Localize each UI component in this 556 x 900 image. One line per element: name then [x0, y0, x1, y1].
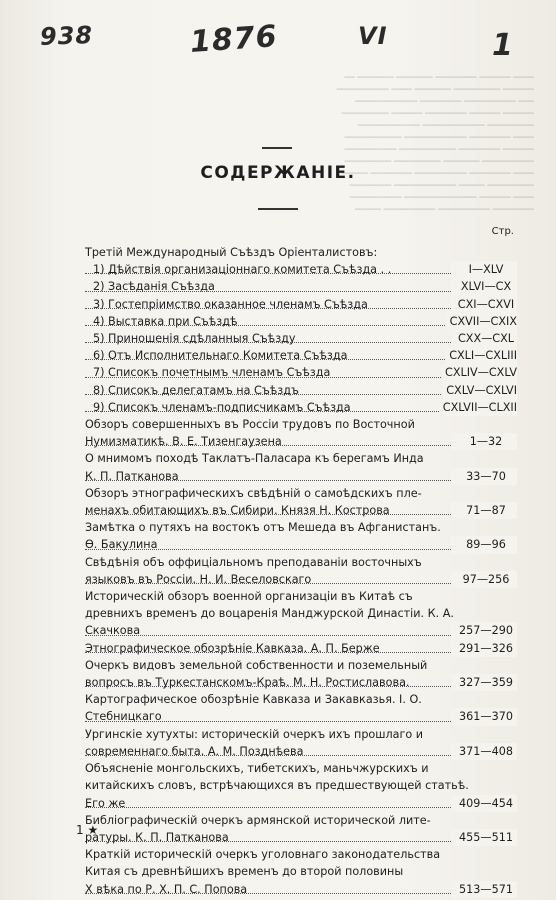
top-ornament-rule: [262, 147, 292, 149]
toc-entry-text: Ургинскіе хутухты: историческій очеркъ ихъ прошлаго и: [85, 727, 424, 741]
toc-entry-text: 2) Засѣданія Съѣзда: [93, 280, 215, 294]
toc-entry: [85, 399, 517, 416]
toc-entry: [85, 347, 517, 364]
toc-entry-text: Историческій обзоръ военной организаціи въ Китаѣ съ: [85, 590, 413, 604]
toc-entry-text: Скачкова: [85, 624, 141, 638]
toc-entry-pages: CXVII—CXIX: [446, 313, 517, 330]
signature-mark: 1 ★: [76, 823, 99, 837]
toc-entry-pages: 71—87: [451, 502, 517, 519]
toc-entry: [85, 244, 517, 261]
toc-entry-pages: 89—96: [451, 536, 517, 553]
toc-entry-text: китайскихъ словъ, встрѣчающихся въ предшествующей статьѣ.: [85, 779, 469, 793]
toc-entry-pages: 513—571: [451, 881, 517, 898]
toc-entry-pages: CXLIV—CXLV: [441, 364, 517, 381]
toc-entry-text: О мнимомъ походѣ Таклатъ-Паласара къ берегамъ Инда: [85, 452, 424, 466]
handwritten-number: 938: [39, 21, 94, 51]
toc-entry-line: [85, 795, 517, 812]
toc-entry: [85, 640, 517, 657]
toc-entry-line: [85, 536, 517, 553]
toc-entry-text: Нумизматикѣ. В. Е. Тизенгаузена: [85, 435, 282, 449]
toc-entry-line: [85, 485, 517, 502]
toc-entry-text: Обзоръ совершенныхъ въ Россіи трудовъ по Восточной: [85, 418, 415, 432]
toc-entry-pages: 327—359: [451, 674, 517, 691]
toc-entry-line: [85, 330, 517, 347]
toc-entry-text: современнаго быта. А. М. Позднѣева: [85, 744, 304, 758]
toc-entry-pages: CXLV—CXLVI: [442, 382, 517, 399]
toc-entry-text: Стебницкаго: [85, 710, 162, 724]
toc-entry-line: [85, 416, 517, 433]
toc-entry-line: [85, 450, 517, 467]
toc-entry-text: Свѣдѣнія объ оффиціальномъ преподаваніи восточныхъ: [85, 555, 422, 569]
toc-entry: [85, 382, 517, 399]
toc-entry-line: [85, 588, 517, 605]
toc-entry: [85, 726, 517, 760]
toc-entry: [85, 519, 517, 553]
toc-entry-pages: CXX—CXL: [451, 330, 517, 347]
toc-entry-line: [85, 605, 517, 622]
toc-entry-text: 9) Списокъ членамъ-подписчикамъ Съѣзда: [93, 400, 351, 414]
toc-entry-text: 4) Выставка при Съѣздѣ: [93, 314, 238, 328]
table-of-contents: [85, 244, 517, 898]
toc-entry: [85, 657, 517, 691]
page-title: СОДЕРЖАНІЕ.: [200, 163, 356, 183]
toc-entry-line: [85, 244, 517, 261]
toc-entry-line: [85, 691, 517, 708]
handwritten-year: 1876: [188, 18, 279, 61]
toc-entry-line: [85, 261, 517, 278]
toc-entry-line: [85, 382, 517, 399]
toc-entry-text: вопросъ въ Туркестанскомъ-Краѣ. М. Н. Ростиславова.: [85, 676, 410, 690]
toc-entry-text: Обзоръ этнографическихъ свѣдѣній о самоѣдскихъ пле-: [85, 486, 422, 500]
toc-entry-line: [85, 571, 517, 588]
toc-entry-text: Краткій историческій очеркъ уголовнаго законодательства: [85, 848, 441, 862]
toc-entry-line: [85, 554, 517, 571]
toc-entry-line: [85, 433, 517, 450]
toc-entry-line: [85, 812, 517, 829]
toc-entry-text: 5) Приношенія сдѣланныя Съѣзду: [93, 332, 296, 346]
title-underline: [258, 208, 298, 210]
toc-entry-pages: 455—511: [451, 829, 517, 846]
toc-entry-text: 8) Списокъ делегатамъ на Съѣздъ: [93, 383, 299, 397]
toc-entry-text: 7) Списокъ почетнымъ членамъ Съѣзда: [93, 366, 331, 380]
toc-entry-pages: 97—256: [451, 571, 517, 588]
toc-entry-line: [85, 846, 517, 863]
toc-entry-line: [85, 640, 517, 657]
handwritten-mark: 1: [492, 28, 514, 63]
toc-entry-line: [85, 829, 517, 846]
toc-entry-pages: CXI—CXVI: [451, 296, 517, 313]
toc-entry-line: [85, 502, 517, 519]
toc-entry-text: Очеркъ видовъ земельной собственности и поземельный: [85, 658, 428, 672]
toc-entry-line: [85, 881, 517, 898]
toc-entry-text: Третій Международный Съѣздъ Оріенталистовъ:: [85, 246, 378, 259]
toc-entry-text: 3) Гостепріимство оказанное членамъ Съѣзда: [93, 297, 368, 311]
page-column-header: Стр.: [491, 226, 514, 237]
toc-entry: [85, 278, 517, 295]
toc-entry: [85, 812, 517, 846]
toc-entry-line: [85, 657, 517, 674]
handwritten-volume: VI: [358, 22, 388, 50]
toc-entry-line: [85, 708, 517, 725]
toc-entry-text: Ѳ. Бакулина: [85, 538, 158, 552]
toc-entry-text: 1) Дѣйствія организаціоннаго комитета Съѣзда . .: [93, 263, 392, 277]
toc-entry: [85, 330, 517, 347]
toc-entry-text: Его же: [85, 796, 126, 810]
toc-entry: [85, 364, 517, 381]
toc-entry-text: Библіографическій очеркъ армянской исторической лите-: [85, 813, 431, 827]
toc-entry: [85, 313, 517, 330]
toc-entry-text: Х вѣка по Р. Х. П. С. Попова: [85, 882, 248, 896]
toc-entry-pages: 361—370: [451, 708, 517, 725]
toc-entry-pages: CXLI—CXLIII: [445, 347, 517, 364]
toc-entry-text: Картографическое обозрѣніе Кавказа и Закавказья. І. О.: [85, 693, 422, 707]
toc-entry: [85, 554, 517, 588]
toc-entry-text: Замѣтка о путяхъ на востокъ отъ Мешеда въ Афганистанъ.: [85, 521, 441, 535]
toc-entry: [85, 296, 517, 313]
toc-entry-line: [85, 760, 517, 777]
toc-entry-text: К. П. Патканова: [85, 469, 179, 483]
toc-entry-line: [85, 743, 517, 760]
toc-entry-line: [85, 313, 517, 330]
toc-entry-pages: 409—454: [451, 795, 517, 812]
toc-entry-pages: I—XLV: [451, 261, 517, 278]
toc-entry: [85, 846, 517, 898]
toc-entry-pages: CXLVII—CLXII: [439, 399, 517, 416]
toc-entry-line: [85, 863, 517, 880]
bleed-through-text: ━━━━ ━━━━━━ ━━━━━━━━ ━━━━━━━ ━━━━━━━ ━━ ━━━━━━ ━━━━━━━━━ ━━━━━━━ ━━━━ ━━━━━━━━━━ ━━━ ━━━━━━━━━━ ━━━━━━━━ ━━━━━━━━━━━━ ━━━━━━ ━━━━━━ ━━━━━━━━ ━━━━━━ ━━━━━━━━━ ━━━━━━━━━ ━━━━━━━━━━━━ ━━━━━━━━━━━━ ━━━━ ━━━━━━━━ ━━━━━━━━━━━━ ━━━━━━━━━━━ ━━━━━━ ━━━━━━━━ ━━━━━━━━━━━ ━━━━━━━━━━ ━━━━━━━━━━ ━━━━━━━ ━━━━━━━━━ ━━━━━━━━━ ━━━━ ━━━━━━━━ ━━━━━━━━━━ ━━━━━━━━ ━━━━━ ━━━━━━━━━ ━━━━━ ━━━━━━━━━━━━ ━━━━━━━━ ━━━━ ━━━━━━ ━━━━━━━━━━━━━━ ━━━━━━━━━━ ━━━━━━━━ ━━━━━━━━━━ ━━━━━━━━━━ ━━━━━: [336, 73, 534, 215]
toc-entry-pages: 371—408: [451, 743, 517, 760]
toc-entry-text: менахъ обитающихъ въ Сибири. Князя Н. Кострова: [85, 504, 390, 518]
toc-entry-line: [85, 296, 517, 313]
toc-entry: [85, 261, 517, 278]
toc-entry-line: [85, 674, 517, 691]
toc-entry: [85, 760, 517, 812]
toc-entry-line: [85, 347, 517, 364]
toc-entry-line: [85, 278, 517, 295]
toc-entry-text: 6) Отъ Исполнительнаго Комитета Съѣзда: [93, 349, 348, 363]
toc-entry: [85, 588, 517, 640]
toc-entry-pages: 33—70: [451, 468, 517, 485]
toc-entry-line: [85, 519, 517, 536]
toc-entry: [85, 416, 517, 450]
toc-entry-pages: 257—290: [451, 622, 517, 639]
toc-entry: [85, 450, 517, 484]
toc-entry: [85, 485, 517, 519]
toc-entry-line: [85, 468, 517, 485]
toc-entry-text: ратуры. К. П. Патканова: [85, 830, 229, 844]
toc-entry-text: Китая съ древнѣйшихъ временъ до второй половины: [85, 865, 404, 879]
toc-entry-line: [85, 364, 517, 381]
toc-entry-text: языковъ въ Россіи. Н. И. Веселовскаго: [85, 572, 312, 586]
toc-entry-pages: XLVI—CX: [451, 278, 517, 295]
toc-entry-text: Этнографическое обозрѣніе Кавказа. А. П. Берже: [85, 641, 380, 655]
toc-entry: [85, 691, 517, 725]
toc-entry-pages: 1—32: [451, 433, 517, 450]
toc-entry-line: [85, 777, 517, 794]
toc-entry-text: Объясненіе монгольскихъ, тибетскихъ, маньчжурскихъ и: [85, 762, 429, 776]
toc-entry-line: [85, 726, 517, 743]
toc-entry-line: [85, 399, 517, 416]
toc-entry-pages: 291—326: [451, 640, 517, 657]
toc-entry-text: древнихъ временъ до воцаренія Манджурской Династіи. К. А.: [85, 607, 454, 621]
toc-entry-line: [85, 622, 517, 639]
